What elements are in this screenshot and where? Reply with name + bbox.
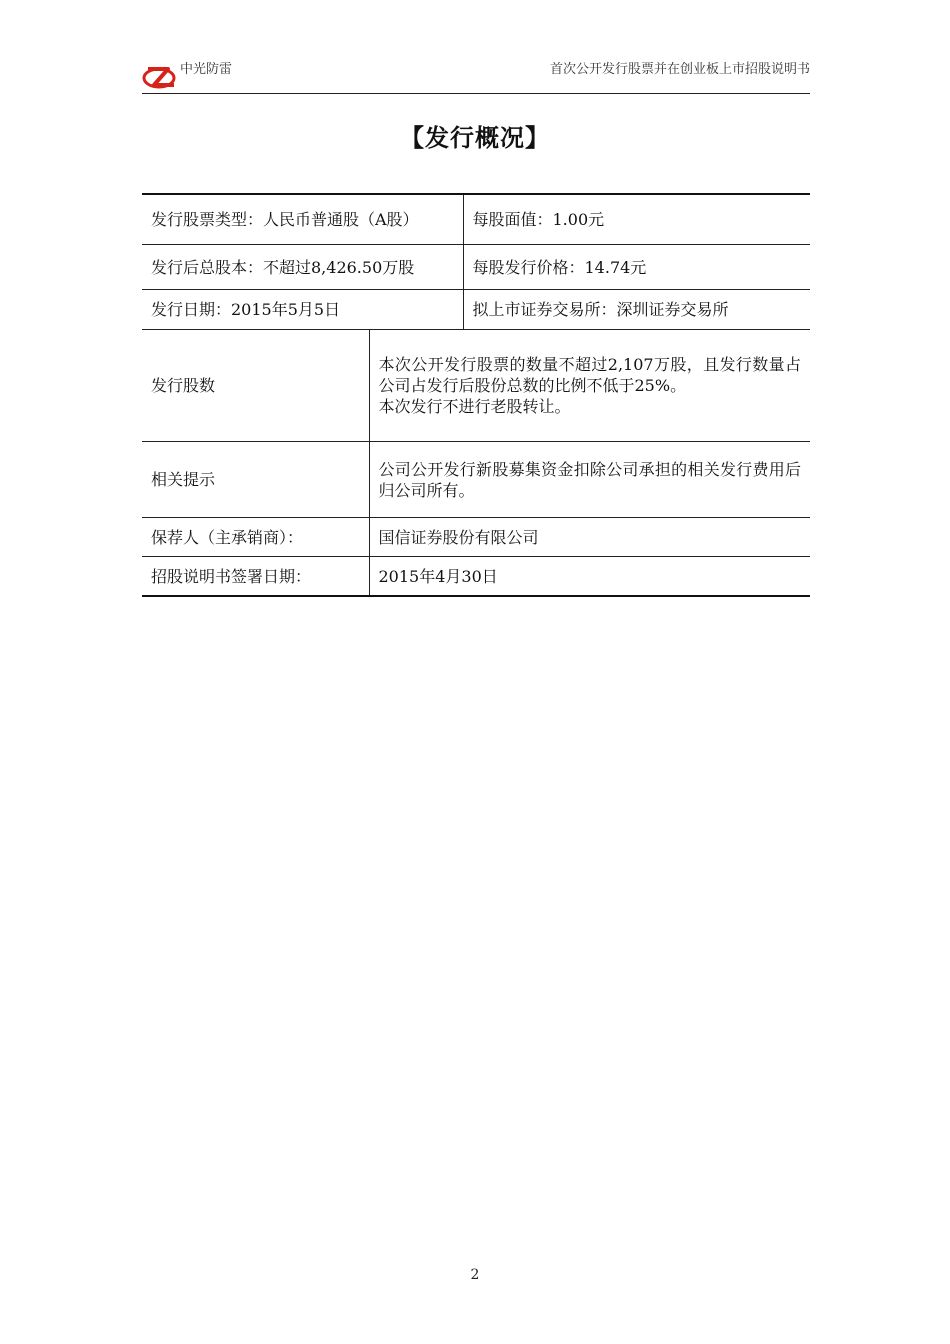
table-row [142,557,810,597]
sponsor-value: 国信证券股份有限公司 [369,518,810,557]
total-shares-cell: 发行后总股本：不超过8,426.50万股 [142,245,463,290]
shares-line-2: 本次发行不进行老股转让。 [378,397,571,416]
shares-label: 发行股数 [142,330,369,442]
sponsor-label: 保荐人（主承销商）： [142,518,369,557]
page-title: 【发行概况】 [400,124,550,152]
table-row [142,442,810,518]
issue-date-cell: 发行日期：2015年5月5日 [142,290,463,330]
tips-label: 相关提示 [142,442,369,518]
par-value-cell: 每股面值：1.00元 [463,194,810,245]
sign-date-label: 招股说明书签署日期： [142,557,369,597]
shares-value [369,330,810,442]
table-row [142,290,810,330]
issue-price-cell: 每股发行价格：14.74元 [463,245,810,290]
document-title: 首次公开发行股票并在创业板上市招股说明书 [549,62,810,77]
page-number: 2 [470,1267,480,1283]
sign-date-value: 2015年4月30日 [369,557,810,597]
table-row [142,518,810,557]
issuance-overview-table [142,193,810,597]
table-row [142,245,810,290]
tips-value: 公司公开发行新股募集资金扣除公司承担的相关发行费用后归公司所有。 [369,442,810,518]
table-row [142,330,810,442]
page-header [142,55,810,94]
exchange-cell: 拟上市证券交易所：深圳证券交易所 [463,290,810,330]
stock-type-cell: 发行股票类型：人民币普通股（A股） [142,194,463,245]
company-name: 中光防雷 [180,62,233,77]
shares-line-1: 本次公开发行股票的数量不超过2,107万股，且发行数量占公司占发行后股份总数的比例不低于25%。 [378,355,801,395]
company-logo-icon [142,63,180,89]
table-row [142,194,810,245]
